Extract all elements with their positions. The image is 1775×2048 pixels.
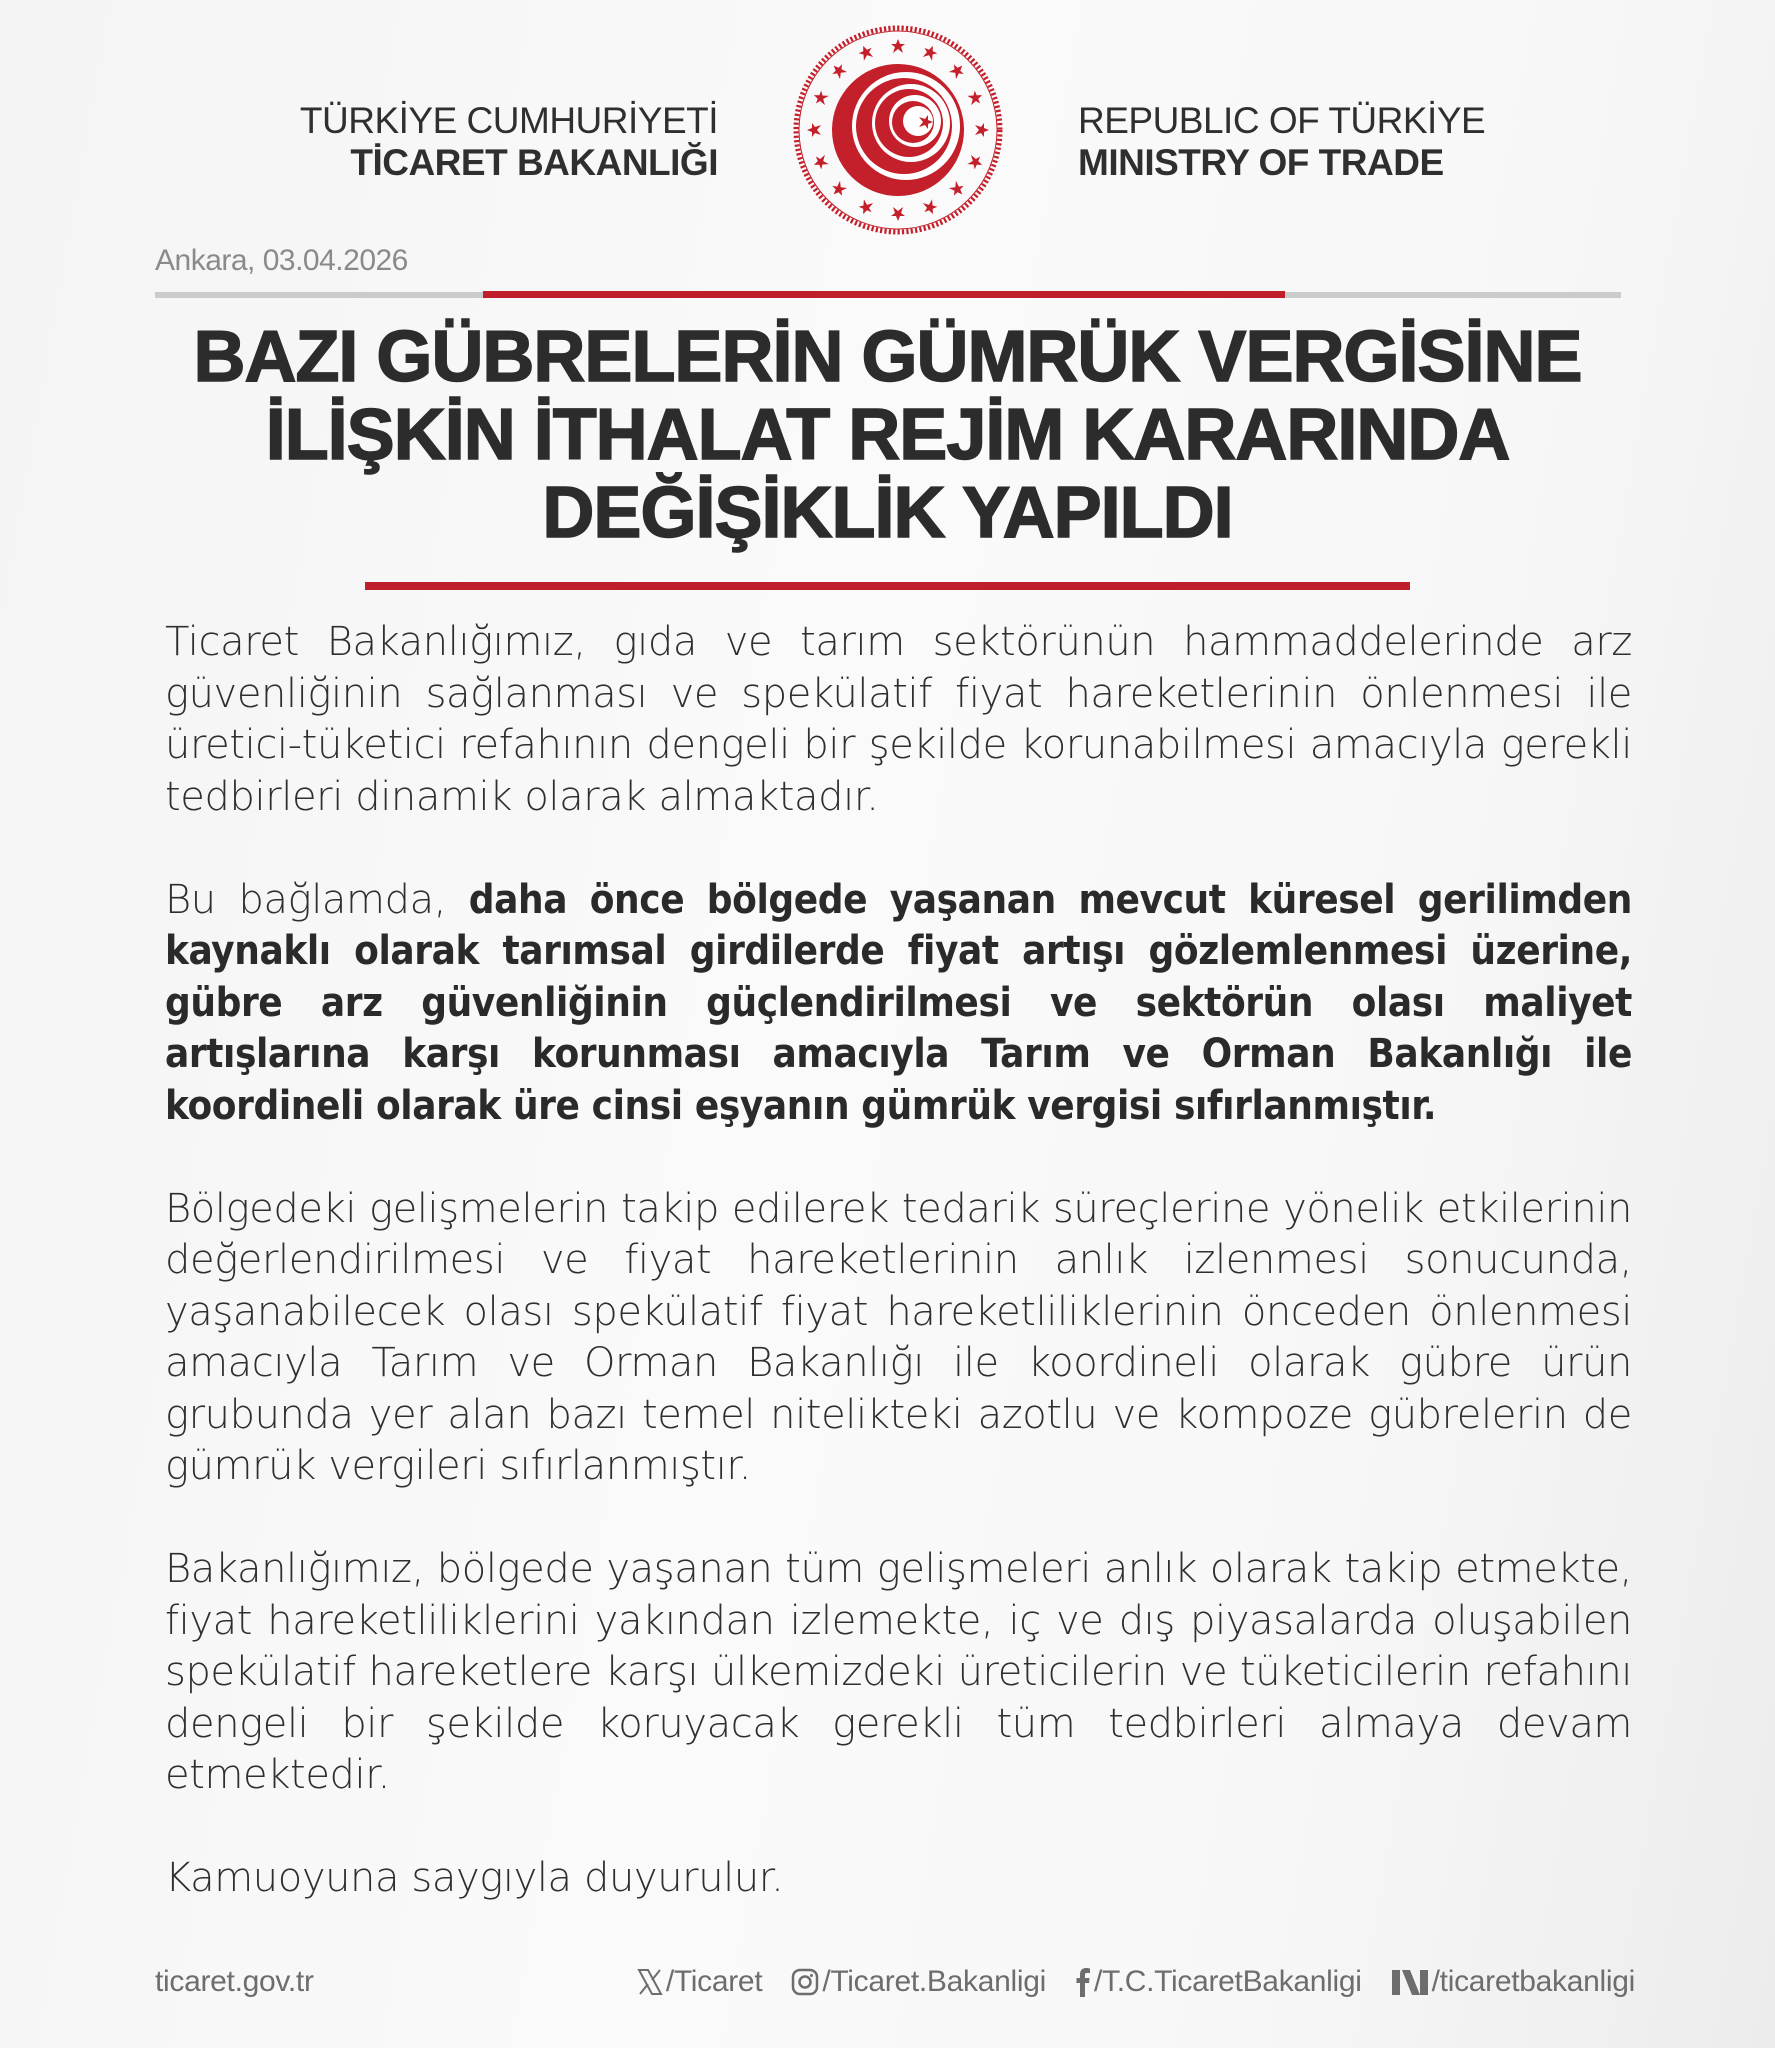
press-release-body [165, 617, 1632, 1956]
footer [155, 1965, 1635, 2009]
x-icon [636, 1967, 664, 1997]
ministry-name-turkish [300, 100, 718, 184]
header-ministry-english: MINISTRY OF TRADE [1078, 142, 1444, 183]
social-nsosyal-handle: /ticaretbakanligi [1431, 1965, 1635, 1998]
social-x-handle: /Ticaret [665, 1965, 763, 1998]
ministry-emblem-logo [790, 22, 1006, 238]
title-line-2: İLİŞKİN İTHALAT REJİM KARARINDA [265, 395, 1510, 475]
paragraph-2 [165, 875, 1632, 1133]
social-facebook[interactable] [1074, 1965, 1362, 1999]
title-line-3: DEĞİŞİKLİK YAPILDI [542, 473, 1233, 553]
nsosyal-icon [1390, 1967, 1430, 1997]
title-line-1: BAZI GÜBRELERİN GÜMRÜK VERGİSİNE [193, 317, 1582, 397]
title-divider [365, 582, 1410, 590]
social-instagram-handle: /Ticaret.Bakanligi [822, 1965, 1046, 1998]
ministry-name-english [1078, 100, 1485, 184]
social-facebook-handle: /T.C.TicaretBakanligi [1093, 1965, 1362, 1998]
paragraph-2-emphasis: daha önce bölgede yaşanan mevcut küresel gerilimden kaynaklı olarak tarımsal girdilerde fiyat artışı gözlemlenmesi üzerine, gübre arz güvenliğinin güçlendirilmesi ve sektörün olası maliyet artışlarına karşı korunması amacıyla Tarım ve Orman Bakanlığı ile koordineli olarak üre cinsi eşyanın gümrük vergisi sıfırlanmıştır. [165, 876, 1633, 1129]
paragraph-4: Bakanlığımız, bölgede yaşanan tüm gelişmeleri anlık olarak takip etmekte, fiyat hareketliliklerini yakından izlemekte, iç ve dış piyasalarda oluşabilen spekülatif hareketlere karşı ülkemizdeki üreticilerin ve tüketicilerin refahını dengeli bir şekilde koruyacak gerekli tüm tedbirleri almaya devam etmektedir. [165, 1546, 1632, 1798]
social-nsosyal[interactable] [1390, 1965, 1635, 1999]
header-ministry-turkish: TİCARET BAKANLIĞI [350, 142, 718, 183]
emblem-icon [790, 22, 1006, 238]
social-x[interactable] [636, 1965, 763, 1999]
social-links [636, 1965, 1635, 1999]
page-title [0, 318, 1775, 552]
facebook-icon [1074, 1966, 1092, 1998]
header-republic-english: REPUBLIC OF TÜRKİYE [1078, 100, 1486, 141]
dateline: Ankara, 03.04.2026 [155, 244, 408, 277]
header-republic-turkish: TÜRKİYE CUMHURİYETİ [299, 100, 718, 141]
social-instagram[interactable] [790, 1965, 1046, 1999]
paragraph-3: Bölgedeki gelişmelerin takip edilerek tedarik süreçlerine yönelik etkilerinin değerlendirilmesi ve fiyat hareketlerinin anlık izlenmesi sonucunda, yaşanabilecek olası spekülatif fiyat hareketliliklerinin önceden önlenmesi amacıyla Tarım ve Orman Bakanlığı ile koordineli olarak gübre ürün grubunda yer alan bazı temel nitelikteki azotlu ve kompoze gübrelerin de gümrük vergileri sıfırlanmıştır. [165, 1185, 1632, 1489]
header-rule-accent [483, 291, 1285, 298]
closing-statement: Kamuoyuna saygıyla duyurulur. [165, 1855, 784, 1901]
paragraph-1: Ticaret Bakanlığımız, gıda ve tarım sektörünün hammaddelerinde arz güvenliğinin sağlanması ve spekülatif fiyat hareketlerinin önlenmesi ile üretici-tüketici refahının dengeli bir şekilde korunabilmesi amacıyla gerekli tedbirleri dinamik olarak almaktadır. [165, 619, 1632, 820]
instagram-icon [790, 1967, 820, 1997]
website-link[interactable]: ticaret.gov.tr [155, 1965, 314, 1998]
paragraph-2-lead: Bu bağlamda, [165, 876, 469, 923]
